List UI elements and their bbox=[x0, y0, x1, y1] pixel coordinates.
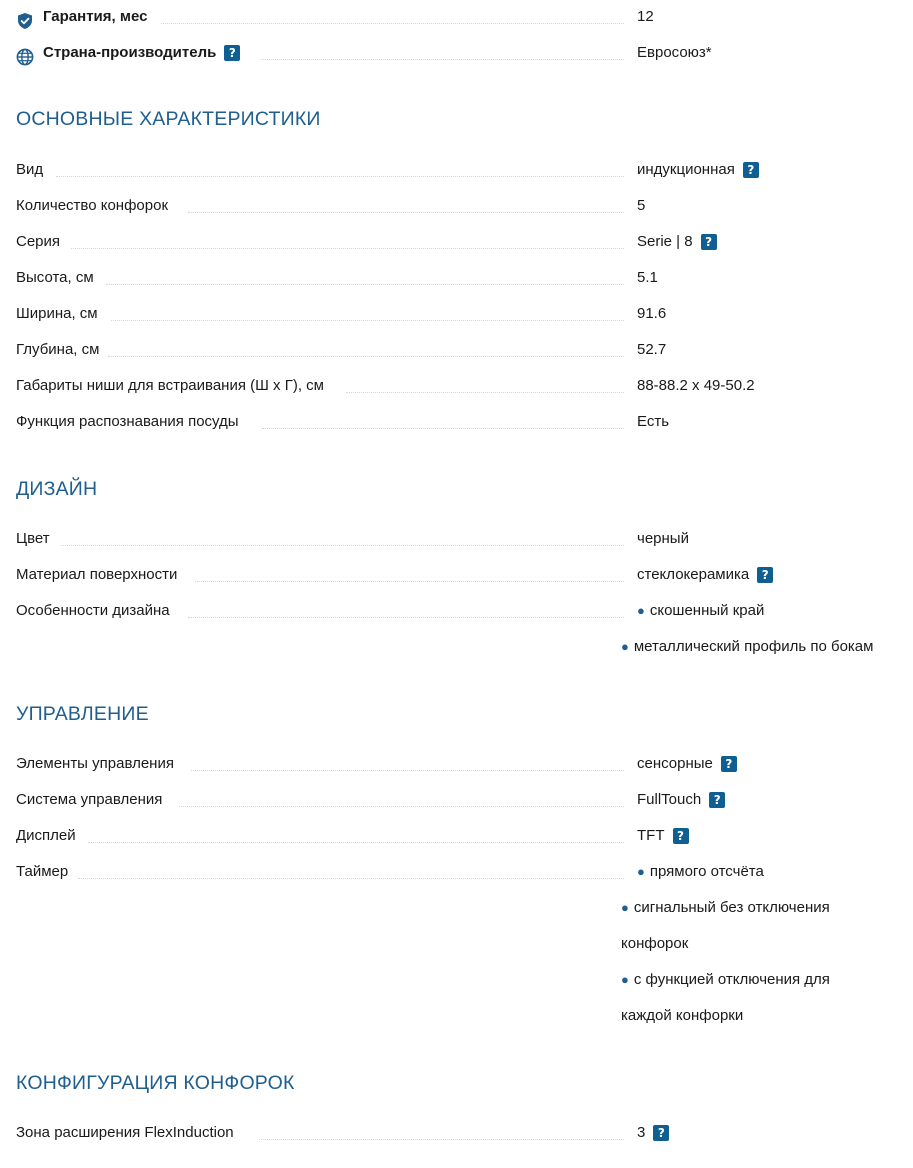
spec-value: 5.1 bbox=[637, 269, 658, 286]
dotted-leader bbox=[195, 581, 624, 582]
spec-value: 3 ? bbox=[637, 1115, 669, 1151]
spec-row bbox=[16, 521, 913, 557]
spec-value: черный bbox=[637, 530, 689, 547]
spec-label: Цвет bbox=[16, 530, 50, 547]
spec-value: 12 bbox=[637, 8, 654, 25]
section-title-control: УПРАВЛЕНИЕ bbox=[16, 703, 149, 725]
bullet-icon: ● bbox=[621, 972, 629, 987]
spec-row bbox=[16, 260, 913, 296]
spec-value: Евросоюз* bbox=[637, 44, 712, 61]
dotted-leader bbox=[261, 59, 624, 60]
help-icon[interactable]: ? bbox=[653, 1125, 669, 1141]
spec-label: Элементы управления bbox=[16, 755, 174, 772]
spec-row bbox=[16, 332, 913, 368]
section-title-design: ДИЗАЙН bbox=[16, 478, 98, 500]
bullet-icon: ● bbox=[621, 900, 629, 915]
spec-value: 91.6 bbox=[637, 305, 667, 322]
spec-value: 88-88.2 x 49-50.2 bbox=[637, 377, 755, 394]
spec-value: FullTouch ? bbox=[637, 782, 725, 818]
spec-label: Система управления bbox=[16, 791, 163, 808]
dotted-leader bbox=[106, 284, 624, 285]
spec-row bbox=[16, 404, 913, 440]
globe-icon bbox=[16, 44, 34, 62]
dotted-leader bbox=[262, 428, 624, 429]
spec-value-line: каждой конфорки bbox=[621, 1007, 744, 1024]
spec-label: Ширина, см bbox=[16, 305, 98, 322]
spec-label: Вид bbox=[16, 161, 44, 178]
bullet-icon: ● bbox=[637, 864, 645, 879]
dotted-leader bbox=[191, 770, 624, 771]
dotted-leader bbox=[88, 842, 624, 843]
spec-value: индукционная ? bbox=[637, 152, 759, 188]
spec-row bbox=[16, 593, 913, 629]
section-title-burners: КОНФИГУРАЦИЯ КОНФОРОК bbox=[16, 1072, 295, 1094]
spec-row-country bbox=[16, 35, 913, 71]
spec-value-line: конфорок bbox=[621, 935, 689, 952]
spec-value: TFT ? bbox=[637, 818, 689, 854]
dotted-leader bbox=[161, 23, 624, 24]
spec-row bbox=[16, 188, 913, 224]
spec-label: Высота, см bbox=[16, 269, 94, 286]
spec-label: Габариты ниши для встраивания (Ш x Г), см bbox=[16, 377, 324, 394]
spec-label: Дисплей bbox=[16, 827, 76, 844]
spec-label: Функция распознавания посуды bbox=[16, 413, 239, 430]
spec-row bbox=[16, 1115, 913, 1151]
help-icon[interactable]: ? bbox=[721, 756, 737, 772]
dotted-leader bbox=[71, 248, 624, 249]
bullet-icon: ● bbox=[637, 603, 645, 618]
spec-row bbox=[16, 152, 913, 188]
help-icon[interactable]: ? bbox=[701, 234, 717, 250]
spec-value: ● прямого отсчёта bbox=[637, 854, 764, 890]
help-icon[interactable]: ? bbox=[709, 792, 725, 808]
bullet-icon: ● bbox=[621, 639, 629, 654]
spec-label: Особенности дизайна bbox=[16, 602, 170, 619]
spec-row bbox=[16, 818, 913, 854]
help-icon[interactable]: ? bbox=[224, 45, 240, 61]
spec-label: Материал поверхности bbox=[16, 566, 178, 583]
spec-row-warranty bbox=[16, 0, 913, 35]
spec-value: ● скошенный край bbox=[637, 593, 764, 629]
spec-value: Есть bbox=[637, 413, 670, 430]
dotted-leader bbox=[188, 617, 624, 618]
shield-check-icon bbox=[16, 8, 34, 26]
spec-label: Зона расширения FlexInduction bbox=[16, 1124, 234, 1141]
dotted-leader bbox=[78, 878, 624, 879]
spec-value: 52.7 bbox=[637, 341, 667, 358]
help-icon[interactable]: ? bbox=[757, 567, 773, 583]
dotted-leader bbox=[108, 356, 624, 357]
spec-value: 5 bbox=[637, 197, 646, 214]
spec-row bbox=[16, 782, 913, 818]
spec-row bbox=[16, 854, 913, 890]
spec-row bbox=[16, 224, 913, 260]
spec-value: Serie | 8 ? bbox=[637, 224, 717, 260]
spec-label: Страна-производитель ? bbox=[16, 35, 240, 71]
help-icon[interactable]: ? bbox=[743, 162, 759, 178]
spec-row bbox=[16, 746, 913, 782]
spec-label: Количество конфорок bbox=[16, 197, 169, 214]
spec-label: Глубина, см bbox=[16, 341, 100, 358]
dotted-leader bbox=[188, 212, 624, 213]
spec-row bbox=[16, 296, 913, 332]
dotted-leader bbox=[179, 806, 624, 807]
spec-value-line: ● с функцией отключения для bbox=[621, 971, 830, 988]
spec-value-line: ● сигнальный без отключения bbox=[621, 899, 830, 916]
dotted-leader bbox=[259, 1139, 624, 1140]
spec-value: сенсорные ? bbox=[637, 746, 737, 782]
spec-label: Таймер bbox=[16, 863, 69, 880]
dotted-leader bbox=[61, 545, 624, 546]
dotted-leader bbox=[111, 320, 624, 321]
spec-label: Гарантия, мес bbox=[16, 0, 147, 35]
dotted-leader bbox=[56, 176, 624, 177]
spec-label: Серия bbox=[16, 233, 61, 250]
spec-value-line: ● металлический профиль по бокам bbox=[621, 638, 874, 655]
dotted-leader bbox=[346, 392, 624, 393]
spec-row bbox=[16, 557, 913, 593]
spec-value: стеклокерамика ? bbox=[637, 557, 773, 593]
section-title-main: ОСНОВНЫЕ ХАРАКТЕРИСТИКИ bbox=[16, 108, 321, 130]
help-icon[interactable]: ? bbox=[673, 828, 689, 844]
spec-row bbox=[16, 368, 913, 404]
